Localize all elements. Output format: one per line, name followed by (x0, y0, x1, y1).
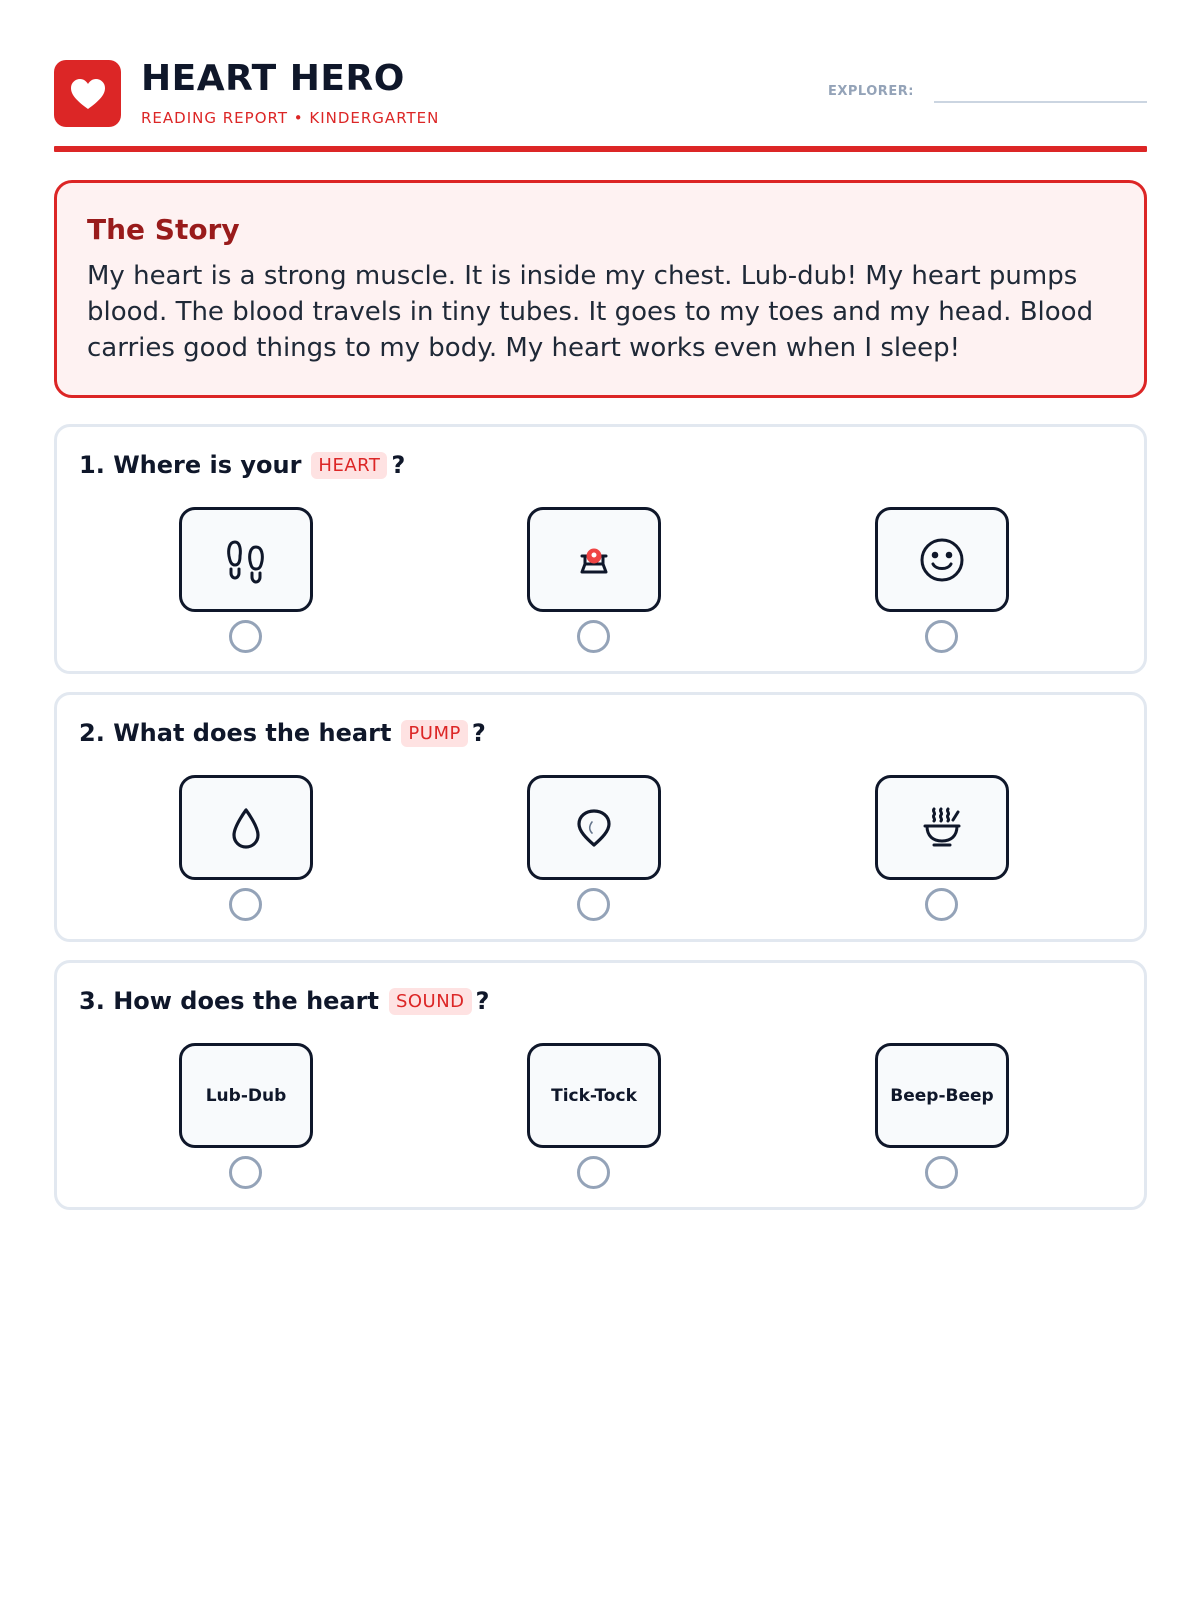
header-divider (54, 146, 1147, 152)
answer-radio[interactable] (925, 888, 958, 921)
answer-option[interactable] (527, 507, 661, 657)
answer-radio[interactable] (577, 888, 610, 921)
question-number: 2. (79, 719, 105, 747)
question-2 (54, 692, 1147, 942)
story-title: The Story (87, 213, 240, 246)
question-mark: ? (475, 987, 490, 1015)
question-title (79, 719, 486, 747)
question-title (79, 987, 489, 1015)
question-title (79, 451, 405, 479)
question-keyword: HEART (311, 452, 387, 479)
question-number: 3. (79, 987, 105, 1015)
answer-card[interactable] (527, 507, 661, 612)
answer-option[interactable] (179, 1043, 313, 1193)
leaf-icon (566, 800, 622, 856)
answer-card[interactable] (179, 775, 313, 880)
answer-label: Beep-Beep (890, 1085, 994, 1106)
chest-icon (566, 532, 622, 588)
answer-radio[interactable] (229, 1156, 262, 1189)
question-keyword: PUMP (401, 720, 467, 747)
answer-option[interactable] (179, 775, 313, 925)
story-box (54, 180, 1147, 398)
answer-label: Tick-Tock (551, 1085, 637, 1106)
answer-option[interactable] (527, 775, 661, 925)
question-mark: ? (471, 719, 486, 747)
answer-card[interactable] (875, 775, 1009, 880)
heart-icon (69, 77, 107, 111)
answer-option[interactable] (875, 775, 1009, 925)
heart-logo (54, 60, 121, 127)
answer-card[interactable] (875, 507, 1009, 612)
answer-radio[interactable] (577, 620, 610, 653)
hot-bowl-icon (914, 800, 970, 856)
question-number: 1. (79, 451, 105, 479)
answer-radio[interactable] (925, 1156, 958, 1189)
answer-card[interactable] (179, 1043, 313, 1148)
answer-option[interactable] (875, 507, 1009, 657)
explorer-name-field[interactable] (934, 101, 1147, 103)
page-subtitle: READING REPORT • KINDERGARTEN (141, 109, 440, 127)
answer-option[interactable] (179, 507, 313, 657)
answer-label: Lub-Dub (205, 1085, 287, 1106)
answer-radio[interactable] (229, 888, 262, 921)
report-header (54, 60, 1147, 152)
answer-card[interactable] (527, 775, 661, 880)
feet-icon (218, 532, 274, 588)
page-title: HEART HERO (141, 58, 405, 99)
question-text: What does the heart (113, 719, 392, 747)
story-text: My heart is a strong muscle. It is inside my chest. Lub-dub! My heart pumps blood. The blood travels in tiny tubes. It goes to my toes and my head. Blood carries good things to my body. My heart works even when I sleep! (87, 261, 1094, 363)
question-3 (54, 960, 1147, 1210)
question-mark: ? (391, 451, 406, 479)
question-keyword: SOUND (389, 988, 472, 1015)
question-text: How does the heart (113, 987, 379, 1015)
question-1 (54, 424, 1147, 674)
answer-card[interactable] (527, 1043, 661, 1148)
question-text: Where is your (113, 451, 302, 479)
answer-radio[interactable] (229, 620, 262, 653)
answer-card[interactable] (875, 1043, 1009, 1148)
answer-option[interactable] (527, 1043, 661, 1193)
answer-option[interactable] (875, 1043, 1009, 1193)
answer-card[interactable] (179, 507, 313, 612)
answer-radio[interactable] (577, 1156, 610, 1189)
smiley-face-icon (914, 532, 970, 588)
answer-radio[interactable] (925, 620, 958, 653)
drop-icon (218, 800, 274, 856)
explorer-label: EXPLORER: (828, 84, 914, 99)
